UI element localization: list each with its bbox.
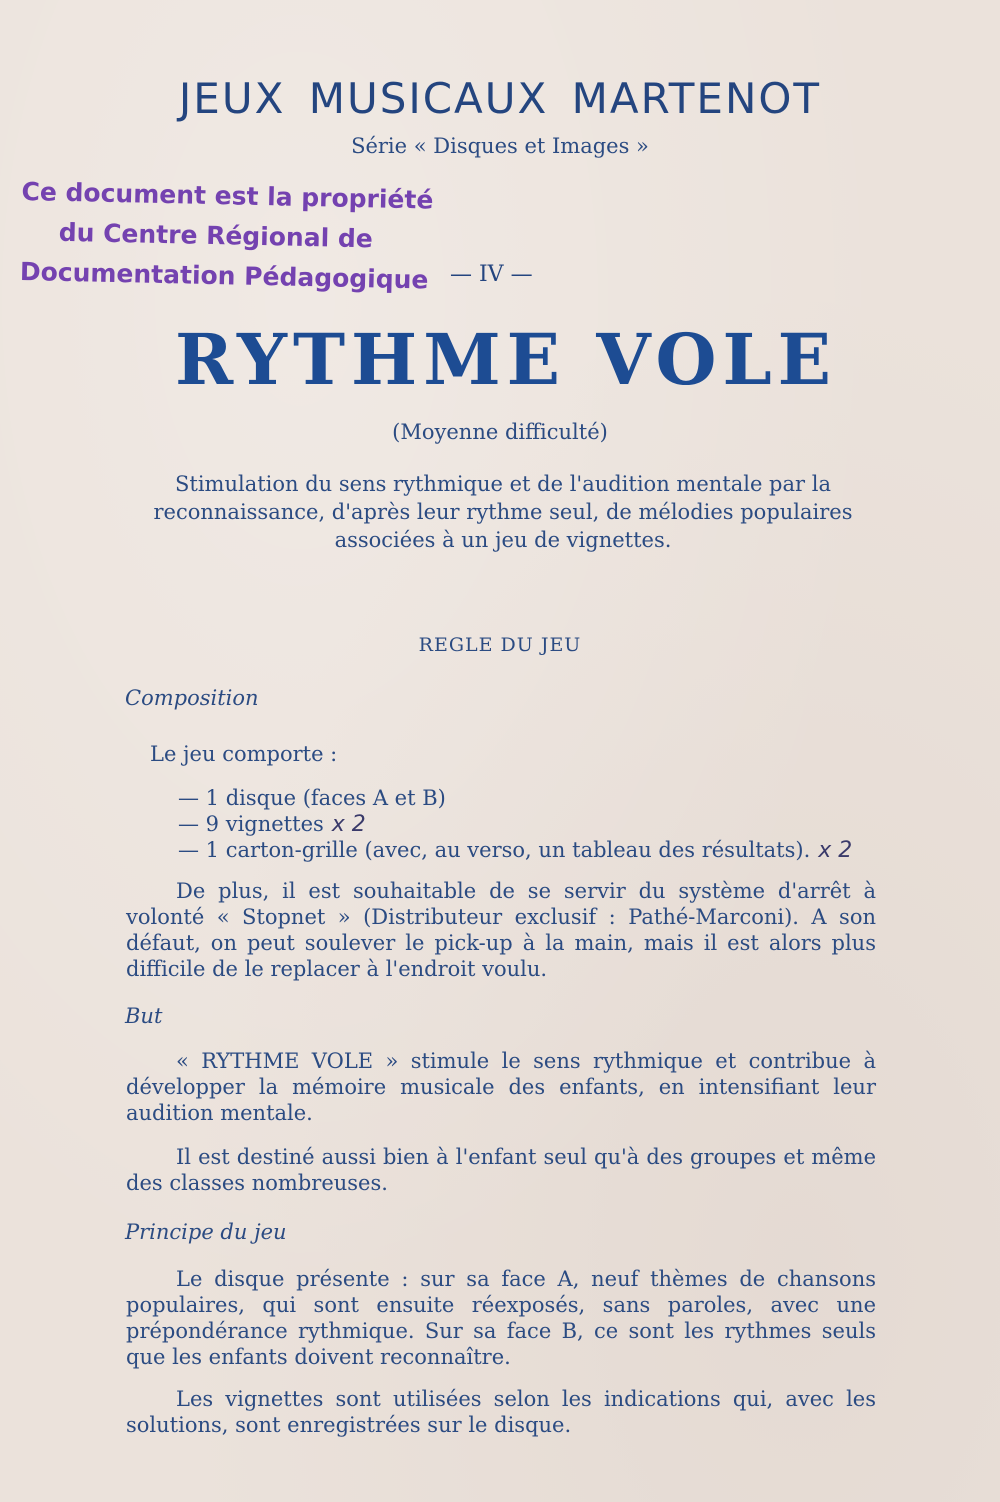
- principe-paragraph-1: Le disque présente : sur sa face A, neuf thèmes de chansons populaires, qui sont ensuite réexposés, sans paroles, avec une prépondérance rythmique. Sur sa face B, ce sont les rythmes seuls que les enfants doivent reconnaître.: [126, 1267, 876, 1369]
- handwritten-note: x 2: [331, 812, 366, 837]
- composition-paragraph: De plus, il est souhaitable de se servir du système d'arrêt à volonté « Stopnet » (Distributeur exclusif : Pathé-Marconi). A son défaut, on peut soulever le pick-up à la main, mais il est alors plus difficile de le replacer à l'endroit voulu.: [126, 879, 876, 981]
- composition-lead: Le jeu comporte :: [150, 742, 338, 766]
- section-but-title: But: [125, 1004, 163, 1028]
- ownership-stamp: [19, 172, 501, 302]
- series-title: JEUX MUSICAUX MARTENOT: [178, 74, 822, 123]
- section-composition-title: Composition: [125, 686, 259, 710]
- handwritten-note: x 2: [818, 838, 853, 863]
- difficulty-label: (Moyenne difficulté): [392, 420, 608, 444]
- stamp-line-3: Documentation Pédagogique: [19, 256, 429, 295]
- rules-heading: REGLE DU JEU: [418, 634, 582, 656]
- principe-paragraph-2: Les vignettes sont utilisées selon les indications qui, avec les solutions, sont enregistrées sur le disque.: [126, 1387, 876, 1437]
- list-item: [178, 812, 366, 837]
- item-text: — 1 carton-grille (avec, au verso, un tableau des résultats).: [178, 838, 811, 862]
- stamp-line-2: du Centre Régional de: [58, 217, 374, 254]
- list-item: [178, 786, 446, 810]
- section-principe-title: Principe du jeu: [125, 1220, 287, 1244]
- intro-text: Stimulation du sens rythmique et de l'audition mentale par la reconnaissance, d'après leur rythme seul, de mélodies populaires associées à un jeu de vignettes.: [153, 472, 853, 552]
- item-text: — 1 disque (faces A et B): [178, 786, 446, 810]
- stamp-line-1: Ce document est la propriété: [21, 176, 434, 215]
- series-subtitle: Série « Disques et Images »: [351, 134, 649, 158]
- main-title: RYTHME VOLE: [174, 318, 838, 401]
- but-paragraph-1: « RYTHME VOLE » stimule le sens rythmique et contribue à développer la mémoire musicale des enfants, en intensifiant leur audition mentale.: [126, 1049, 876, 1125]
- part-number: — IV —: [450, 262, 533, 287]
- item-text: — 9 vignettes: [178, 812, 324, 836]
- list-item: [178, 838, 852, 863]
- but-paragraph-2: Il est destiné aussi bien à l'enfant seul qu'à des groupes et même des classes nombreuses.: [126, 1145, 876, 1195]
